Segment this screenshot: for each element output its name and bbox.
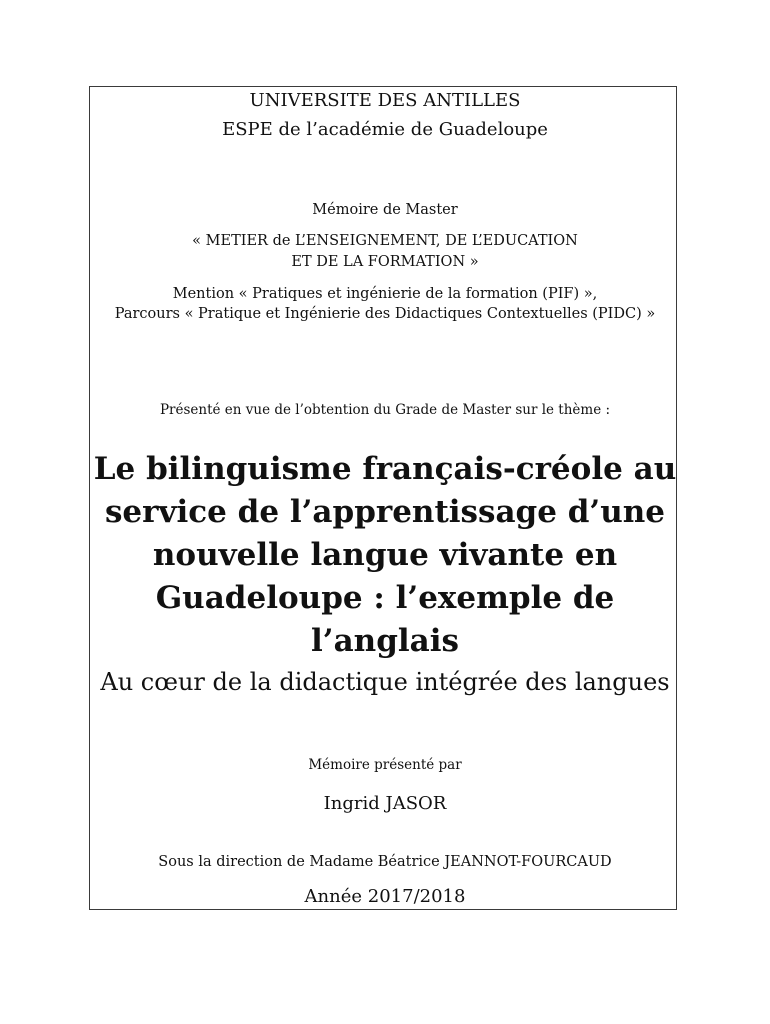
thesis-title-line-5: l’anglais	[311, 623, 459, 659]
program-name-line-2: ET DE LA FORMATION »	[291, 254, 479, 270]
supervision-statement: Sous la direction de Madame Béatrice JEANNOT-FOURCAUD	[158, 854, 612, 870]
presented-by-label: Mémoire présenté par	[308, 757, 462, 773]
intro-statement: Présenté en vue de l’obtention du Grade de Master sur le thème :	[159, 402, 611, 418]
thesis-subtitle: Au cœur de la didactique intégrée des langues	[100, 668, 670, 696]
thesis-type: Mémoire de Master	[312, 202, 458, 218]
thesis-title-line-1: Le bilinguisme français-créole au	[93, 451, 677, 487]
program-mention: Mention « Pratiques et ingénierie de la formation (PIF) »,	[172, 286, 598, 302]
academic-year: Année 2017/2018	[304, 886, 466, 907]
program-name-line-1: « METIER de L’ENSEIGNEMENT, DE L’EDUCATION	[192, 233, 578, 249]
school-name: ESPE de l’académie de Guadeloupe	[222, 119, 548, 140]
thesis-title-line-2: service de l’apprentissage d’une	[104, 494, 666, 530]
thesis-title-line-4: Guadeloupe : l’exemple de	[155, 580, 615, 616]
program-parcours: Parcours « Pratique et Ingénierie des Didactiques Contextuelles (PIDC) »	[114, 306, 656, 322]
university-name: UNIVERSITE DES ANTILLES	[249, 90, 521, 111]
author-name: Ingrid JASOR	[323, 793, 447, 814]
thesis-title-line-3: nouvelle langue vivante en	[152, 537, 618, 573]
